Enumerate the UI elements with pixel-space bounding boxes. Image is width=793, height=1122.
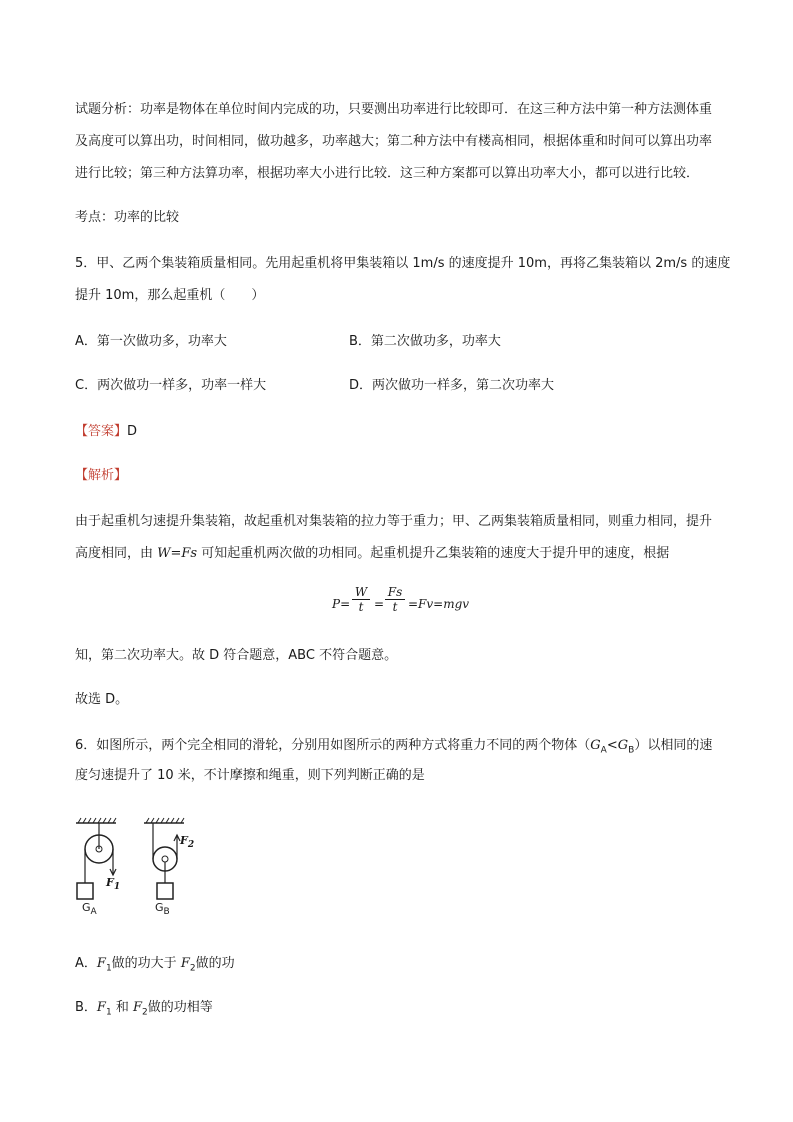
q6-stem-line-1: 6．如图所示，两个完全相同的滑轮，分别用如图所示的两种方式将重力不同的两个物体$(G_A<G_B)$以相同的速 [75,738,713,756]
answer-tag: 【答案】 [75,424,128,439]
fraction-w-t: $\frac{W}{t}$ [352,585,370,614]
power-formula [332,585,472,625]
formula-eq: = [374,597,385,611]
movable-pulley-b [153,823,180,899]
analysis-line-2: 及高度可以算出功，时间相同，做功越多，功率越大；第二种方法中有楼高相同，根据体重和时间可以算出功率 [75,134,713,149]
q5-stem-line-2: 提升 10m，那么起重机（ ） [75,288,265,303]
analysis-tag: 【解析】 [75,468,128,483]
answer-value: D [127,424,138,439]
label-f2: $F_2$ [180,834,195,851]
q5-option-b: B．第二次做功多，功率大 [349,334,501,349]
q6-option-b: B．$F_1$ 和 $F_2$做的功相等 [75,1000,213,1018]
label-gb: $G_B$ [155,901,170,918]
q5-exp-line-1: 由于起重机匀速提升集装箱，故起重机对集装箱的拉力等于重力；甲、乙两集装箱质量相同，则重力相同，提升 [75,514,713,529]
q6-option-a: A．$F_1$做的功大于 $F_2$做的功 [75,956,235,974]
q5-answer [75,423,137,441]
q5-option-d: D．两次做功一样多，第二次功率大 [349,378,555,393]
kaodian: 考点：功率的比较 [75,210,180,225]
label-ga: $G_A$ [82,901,97,918]
q5-choose: 故选 D。 [75,692,129,707]
analysis-line-1: 试题分析：功率是物体在单位时间内完成的功，只要测出功率进行比较即可．在这三种方法中第一种方法测体重 [75,102,713,117]
q5-option-c: C．两次做功一样多，功率一样大 [75,378,267,393]
label-f1: $F_1$ [106,876,121,893]
fraction-fs-t: $\frac{Fs}{t}$ [385,585,405,614]
q5-exp-line-2: 高度相同，由 W=Fs 可知起重机两次做的功相同。起重机提升乙集装箱的速度大于提升甲的速度，根据 [75,546,670,561]
pulley-figure [70,815,210,918]
work-formula: W=Fs [157,546,198,561]
ceiling-b [144,818,184,823]
formula-tail: =Fv=mgv [408,597,470,611]
analysis-line-3: 进行比较；第三种方法算功率，根据功率大小进行比较．这三种方案都可以算出功率大小，都可以进行比较． [75,166,700,181]
q5-exp-line-3: 知，第二次功率大。故 D 符合题意，ABC 不符合题意。 [75,648,398,663]
q5-stem-line-1: 5．甲、乙两个集装箱质量相同。先用起重机将甲集装箱以 1m/s 的速度提升 10m，再将乙集装箱以 2m/s 的速度 [75,256,731,271]
ceiling-a [76,818,116,823]
formula-p: P= [332,597,351,611]
q6-stem-line-2: 度匀速提升了 10 米，不计摩擦和绳重，则下列判断正确的是 [75,768,425,783]
q5-option-a: A．第一次做功多，功率大 [75,334,227,349]
